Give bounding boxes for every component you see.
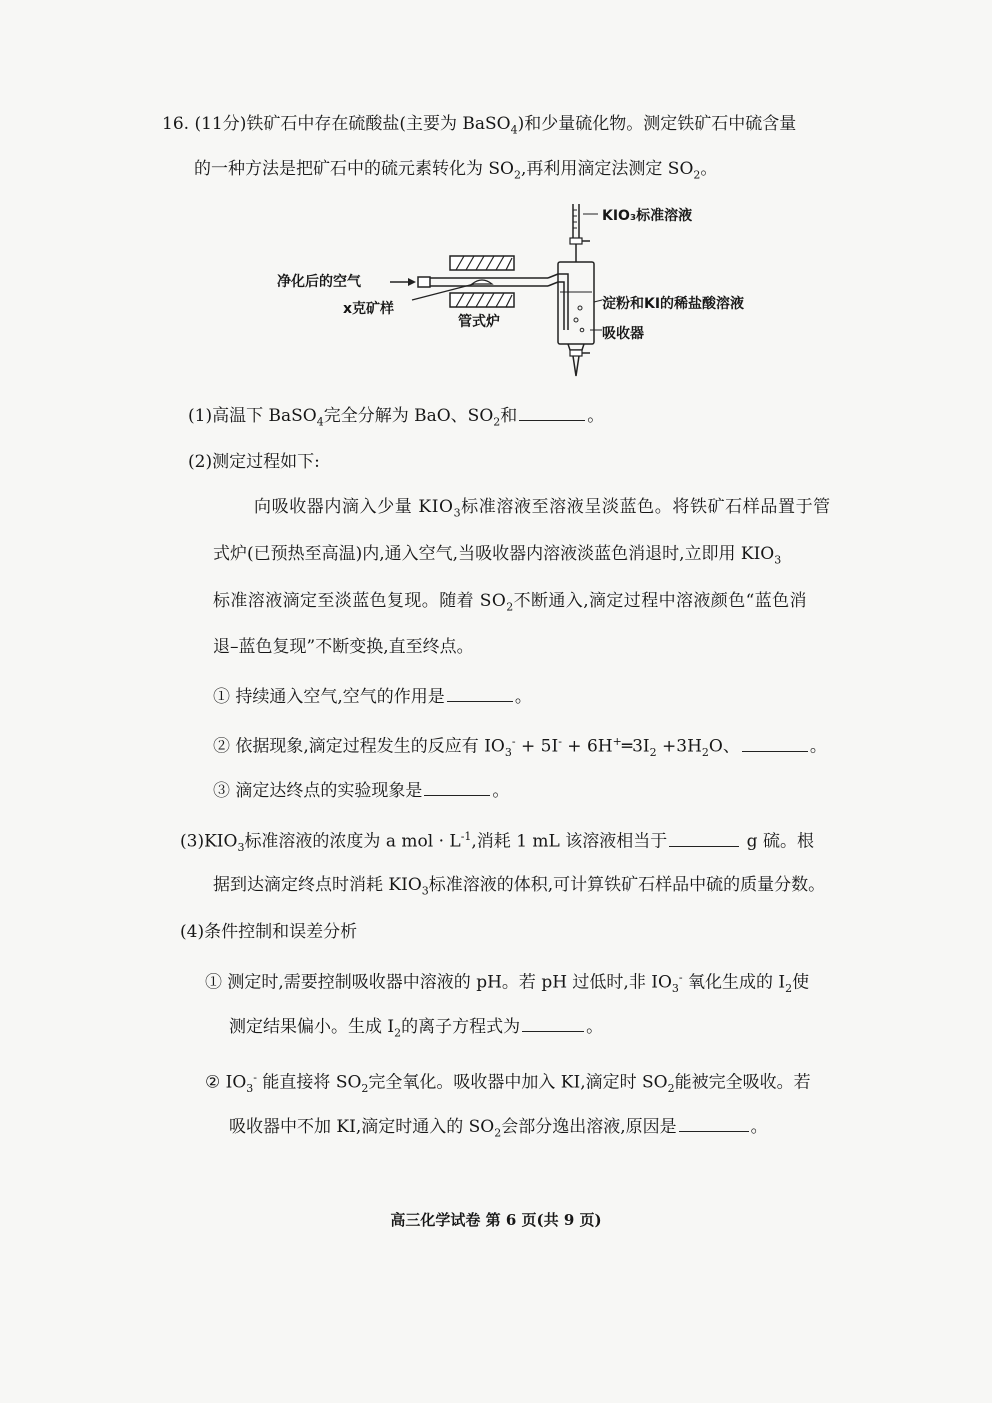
label-sample: x克矿样 xyxy=(343,301,395,317)
part2-procedure-line-3: 标准溶液滴定至淡蓝色复现。随着 $SO_2$不断通入,滴定过程中溶液颜色“蓝色消 xyxy=(213,591,807,614)
part2-q1: ① 持续通入空气,空气的作用是 。 xyxy=(213,683,532,709)
part4-q1-line-1: ① 测定时,需要控制吸收器中溶液的 pH。若 pH 过低时,非 $IO_3^-$ 氧化生成的 $I_2$使 xyxy=(205,971,810,996)
answer-blank[interactable] xyxy=(424,777,490,796)
apparatus-diagram xyxy=(390,200,610,382)
question-intro-line-2: 的一种方法是把矿石中的硫元素转化为 $SO_2$,再利用滴定法测定 $SO_2$。 xyxy=(194,159,718,182)
answer-blank[interactable] xyxy=(519,402,585,421)
part4-heading: (4)条件控制和误差分析 xyxy=(180,922,358,942)
part2-procedure-line-2: 式炉(已预热至高温)内,通入空气,当吸收器内溶液淡蓝色消退时,立即用 $KIO_3$ xyxy=(213,544,782,567)
question-intro-line-1: 16. (11分)铁矿石中存在硫酸盐(主要为 BaSO$_4$)和少量硫化物。测定铁矿石中硫含量 xyxy=(162,114,797,137)
part4-q1-line-2: 测定结果偏小。生成 $I_2$的离子方程式为 。 xyxy=(229,1013,603,1045)
part2-q2: ② 依据现象,滴定过程发生的反应有 $IO_3^- + 5I^-$ + $6H^+═3I_2 +3H_2O$、 。 xyxy=(213,730,827,765)
answer-blank[interactable] xyxy=(447,683,513,702)
part2-procedure-line-4: 退–蓝色复现”不断变换,直至终点。 xyxy=(213,637,474,657)
part1-question: (1)高温下 BaSO$_4$完全分解为 BaO、$SO_2$和 。 xyxy=(188,402,604,434)
answer-blank[interactable] xyxy=(679,1113,749,1132)
label-purified-air: 净化后的空气 xyxy=(277,274,361,290)
answer-blank[interactable] xyxy=(669,828,739,847)
part2-q3: ③ 滴定达终点的实验现象是 。 xyxy=(213,777,509,803)
part4-q2-line-2: 吸收器中不加 KI,滴定时通入的 $SO_2$会部分逸出溶液,原因是 。 xyxy=(229,1113,768,1145)
question-number: 16. xyxy=(162,114,190,134)
label-absorber: 吸收器 xyxy=(602,326,644,342)
label-starch-ki-solution: 淀粉和KI的稀盐酸溶液 xyxy=(602,296,745,312)
answer-blank[interactable] xyxy=(742,733,808,752)
label-tube-furnace: 管式炉 xyxy=(458,314,500,330)
answer-blank[interactable] xyxy=(522,1013,584,1032)
question-points: (11分) xyxy=(194,114,247,134)
part2-heading: (2)测定过程如下: xyxy=(188,452,320,472)
part2-procedure-line-1: 向吸收器内滴入少量 $KIO_3$标准溶液至溶液呈淡蓝色。将铁矿石样品置于管 xyxy=(254,497,831,520)
part3-line-2: 据到达滴定终点时消耗 $KIO_3$标准溶液的体积,可计算铁矿石样品中硫的质量分数。 xyxy=(213,875,826,898)
label-kio3: KIO₃标准溶液 xyxy=(602,208,693,224)
page-footer: 高三化学试卷 第 6 页(共 9 页) xyxy=(390,1211,602,1229)
part4-q2-line-1: ② $IO_3^-$ 能直接将 $SO_2$完全氧化。吸收器中加入 KI,滴定时 $SO_2$能被完全吸收。若 xyxy=(205,1071,811,1096)
part3-line-1: $(3)KIO_3$标准溶液的浓度为 a mol · $L^{-1}$,消耗 1 mL 该溶液相当于 g 硫。根 xyxy=(180,825,814,860)
